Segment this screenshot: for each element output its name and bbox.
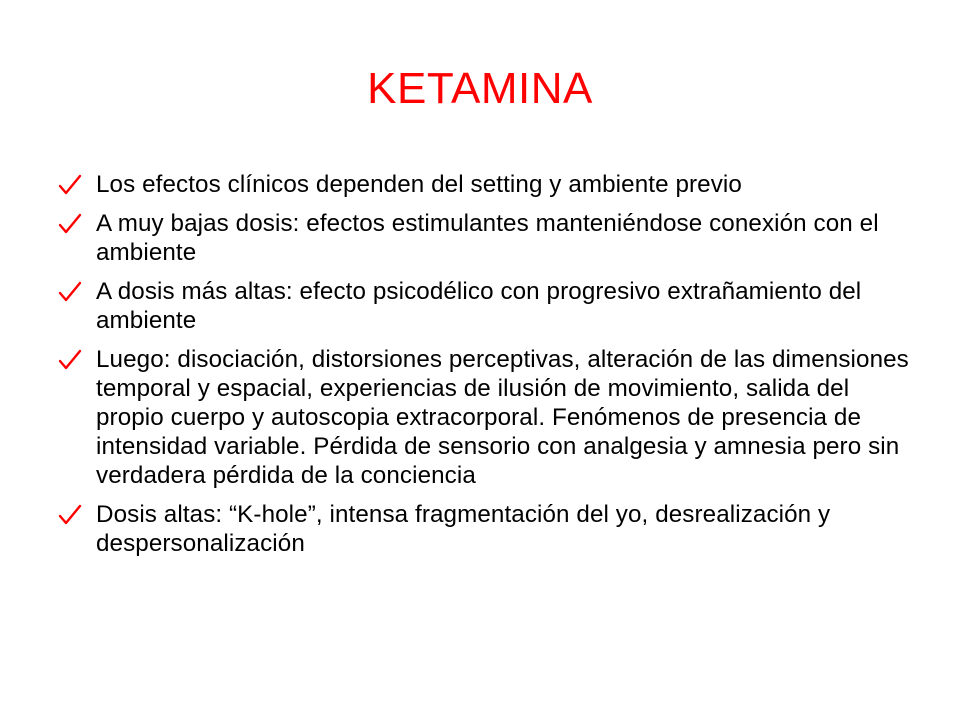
- check-mark-icon: [58, 174, 82, 196]
- bullet-text: A muy bajas dosis: efectos estimulantes manteniéndose conexión con el ambiente: [96, 210, 879, 266]
- check-mark-icon: [58, 213, 82, 235]
- bullet-item: [56, 277, 916, 335]
- check-mark-icon: [58, 349, 82, 371]
- slide-title: KETAMINA: [367, 64, 593, 113]
- bullet-item: [56, 209, 916, 267]
- bullet-text: Dosis altas: “K-hole”, intensa fragmentación del yo, desrealización y despersonalización: [96, 501, 831, 557]
- bullet-text: Los efectos clínicos dependen del setting y ambiente previo: [96, 171, 742, 198]
- bullet-text: A dosis más altas: efecto psicodélico con progresivo extrañamiento del ambiente: [96, 278, 862, 334]
- bullet-item: [56, 345, 916, 490]
- bullet-item: [56, 500, 916, 558]
- check-mark-icon: [58, 504, 82, 526]
- bullet-item: [56, 170, 916, 199]
- bullet-list: [56, 170, 916, 568]
- check-mark-icon: [58, 281, 82, 303]
- bullet-text: Luego: disociación, distorsiones perceptivas, alteración de las dimensiones temporal y espacial, experiencias de ilusión de movimiento, salida del propio cuerpo y autoscopia extracorporal. Fenómenos de presencia de intensidad variable. Pérdida de sensorio con analgesia y amnesia pero sin verdadera pérdida de la conciencia: [96, 346, 909, 489]
